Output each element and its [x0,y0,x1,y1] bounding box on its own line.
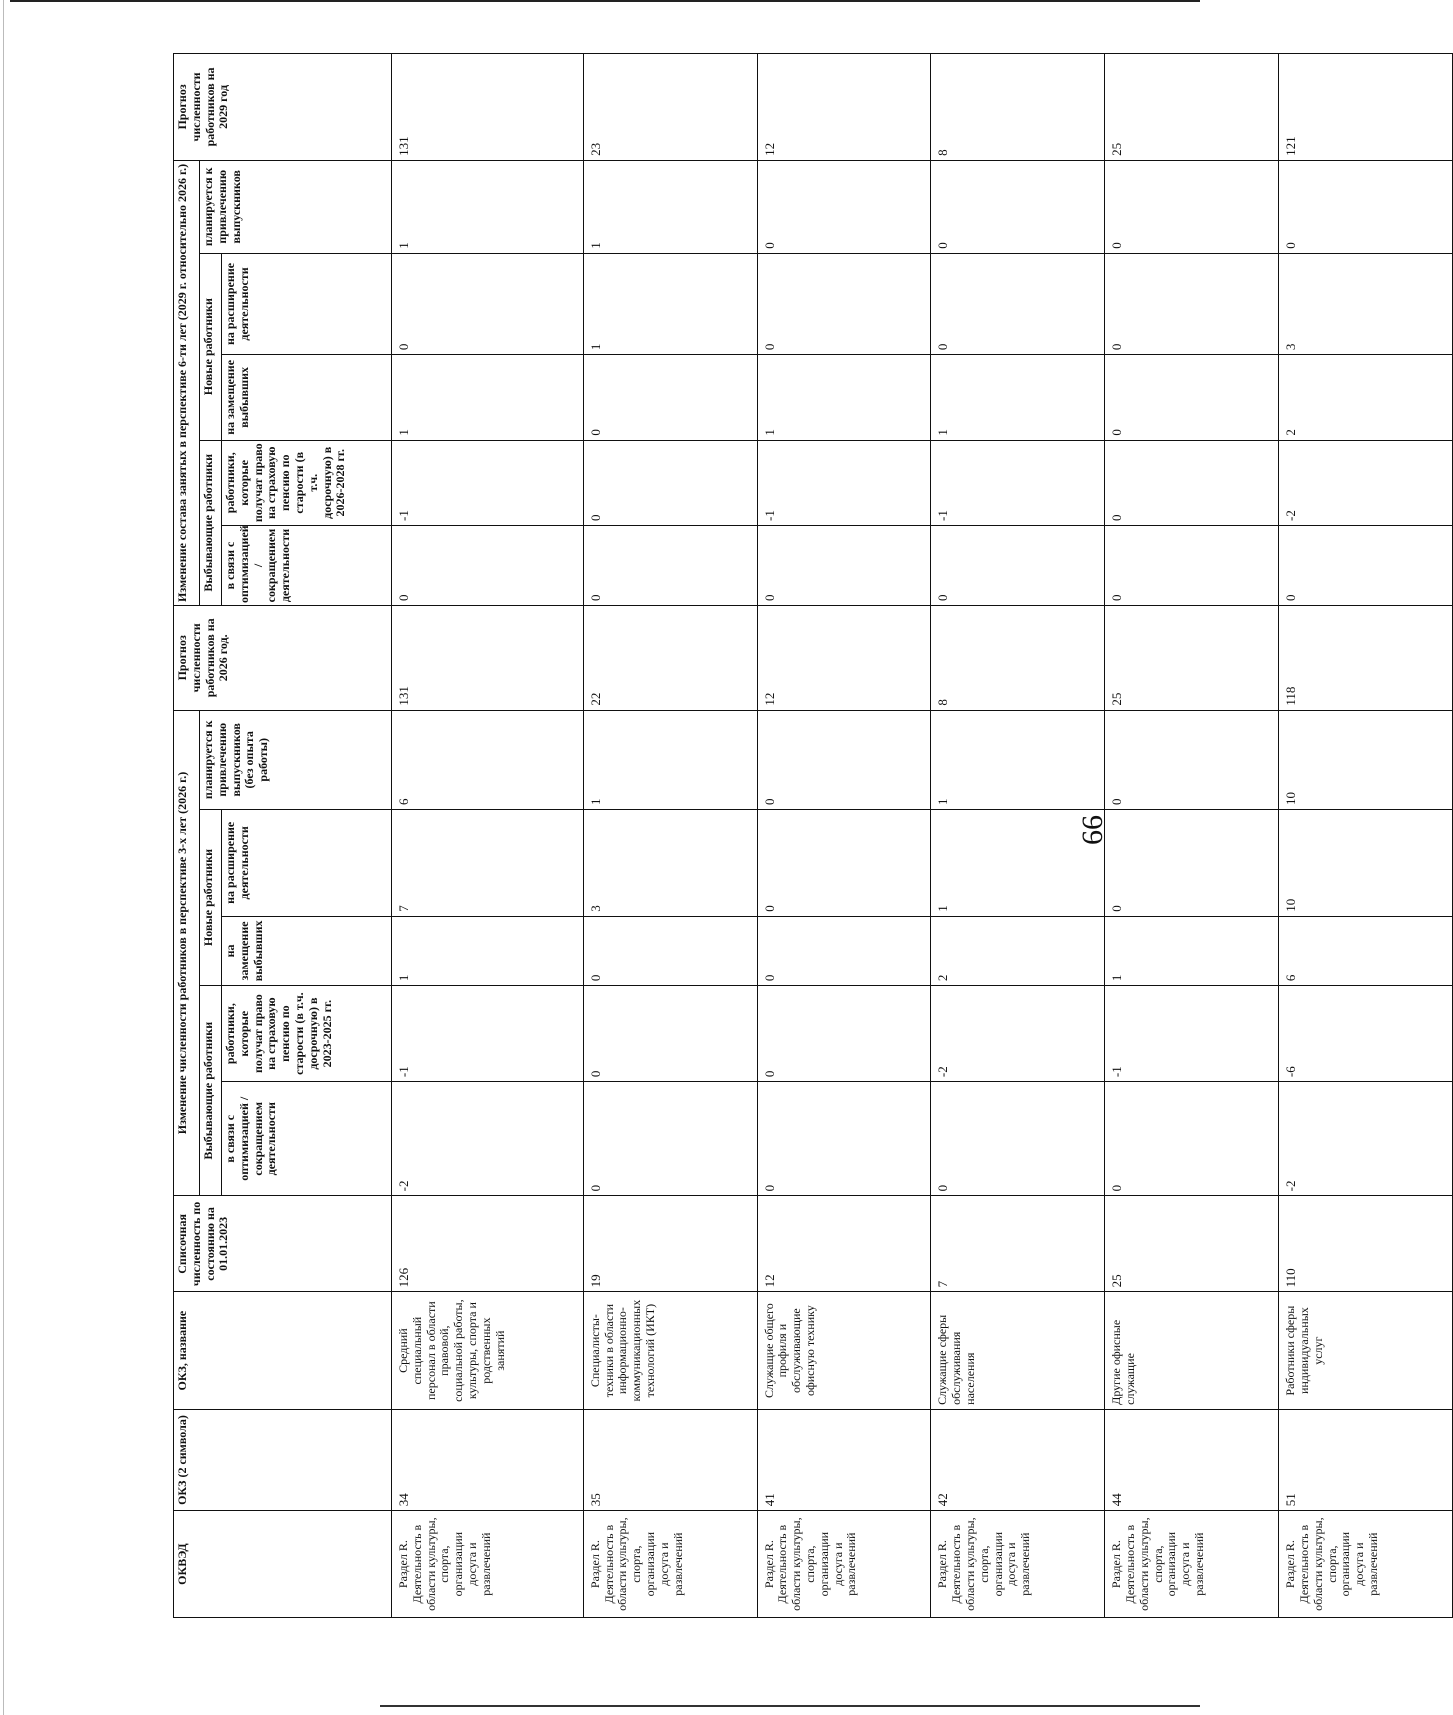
new-replace-6y-cell: 1 [757,355,931,440]
forecast-2029-cell: 121 [1279,54,1453,161]
forecast-2029-cell: 12 [757,54,931,161]
leaving-optimization-3y-cell: 0 [583,1082,757,1196]
table-row [757,54,931,1618]
okved-cell: Раздел R. Деятельность в области культуры, спорта, организации досуга и развлечений [392,1511,584,1618]
okz-code-cell: 35 [583,1409,757,1510]
header-okved: ОКВЭД [174,1511,392,1618]
okz-code-cell: 41 [757,1409,931,1510]
okz-code-cell: 34 [392,1409,584,1510]
leaving-optimization-6y-cell: 0 [757,525,931,605]
rotated-table-container [173,53,1453,1618]
leaving-pension-6y-cell: -1 [757,440,931,525]
okz-name-cell: Специалисты-техники в области информационно-коммуникационных технологий (ИКТ) [583,1292,757,1409]
new-replace-6y-cell: 2 [1279,355,1453,440]
headcount-2023-cell: 126 [392,1196,584,1292]
forecast-2029-cell: 23 [583,54,757,161]
leaving-optimization-6y-cell: 0 [1279,525,1453,605]
leaving-optimization-3y-cell: 0 [931,1082,1105,1196]
header-leaving-optimization-3y: в связи с оптимизацией / сокращением деятельности [222,1082,392,1196]
forecast-2026-cell: 8 [931,606,1105,711]
table-row [1279,54,1453,1618]
okved-cell: Раздел R. Деятельность в области культуры, спорта, организации досуга и развлечений [1105,1511,1279,1618]
header-leaving-optimization-6y: в связи с оптимизацией / сокращением деятельности [222,525,392,605]
new-expand-6y-cell: 0 [931,253,1105,354]
leaving-pension-3y-cell: 0 [757,986,931,1082]
header-okz-code: ОКЗ (2 символа) [174,1409,392,1510]
forecast-2026-cell: 12 [757,606,931,711]
leaving-pension-6y-cell: 0 [583,440,757,525]
headcount-2023-cell: 12 [757,1196,931,1292]
leaving-pension-6y-cell: 0 [1105,440,1279,525]
new-replace-3y-cell: 0 [583,916,757,985]
page-number: 66 [1076,815,1109,845]
forecast-2029-cell: 25 [1105,54,1279,161]
forecast-2026-cell: 25 [1105,606,1279,711]
forecast-2026-cell: 118 [1279,606,1453,711]
okz-code-cell: 51 [1279,1409,1453,1510]
leaving-pension-3y-cell: -2 [931,986,1105,1082]
new-replace-3y-cell: 2 [931,916,1105,985]
table-body [392,54,1453,1618]
header-forecast-2029: Прогноз численности работников на 2029 год [174,54,392,161]
table-row [392,54,584,1618]
header-graduates-3y: планируется к привлечению выпускников (без опыта работы) [200,710,392,809]
new-expand-3y-cell: 3 [583,809,757,916]
header-leaving-3y: Выбывающие работники [200,986,222,1196]
graduates-6y-cell: 1 [583,160,757,253]
okved-cell: Раздел R. Деятельность в области культуры, спорта, организации досуга и развлечений [931,1511,1105,1618]
leaving-optimization-3y-cell: 0 [1105,1082,1279,1196]
graduates-3y-cell: 0 [757,710,931,809]
okved-cell: Раздел R. Деятельность в области культуры, спорта, организации досуга и развлечений [1279,1511,1453,1618]
graduates-6y-cell: 0 [1279,160,1453,253]
okz-name-cell: Работники сферы индивидуальных услуг [1279,1292,1453,1409]
leaving-optimization-6y-cell: 0 [392,525,584,605]
new-replace-6y-cell: 1 [392,355,584,440]
okved-cell: Раздел R. Деятельность в области культуры, спорта, организации досуга и развлечений [757,1511,931,1618]
graduates-3y-cell: 6 [392,710,584,809]
graduates-3y-cell: 1 [931,710,1105,809]
leaving-optimization-6y-cell: 0 [1105,525,1279,605]
okz-code-cell: 42 [931,1409,1105,1510]
leaving-optimization-3y-cell: -2 [1279,1082,1453,1196]
new-replace-3y-cell: 0 [757,916,931,985]
forecast-2026-cell: 131 [392,606,584,711]
new-replace-6y-cell: 0 [583,355,757,440]
workforce-table [173,53,1453,1618]
header-new-expand-6y: на расширение деятельности [222,253,392,354]
new-replace-6y-cell: 1 [931,355,1105,440]
header-new-replace-3y: на замещение выбывших [222,916,392,985]
graduates-6y-cell: 1 [392,160,584,253]
header-leaving-6y: Выбывающие работники [200,440,222,605]
new-expand-6y-cell: 0 [757,253,931,354]
new-expand-3y-cell: 0 [1105,809,1279,916]
graduates-6y-cell: 0 [757,160,931,253]
graduates-6y-cell: 0 [1105,160,1279,253]
header-forecast-2026: Прогноз численности работников на 2026 год. [174,606,392,711]
header-new-3y: Новые работники [200,809,222,985]
okz-code-cell: 44 [1105,1409,1279,1510]
new-expand-3y-cell: 0 [757,809,931,916]
new-expand-6y-cell: 0 [392,253,584,354]
graduates-6y-cell: 0 [931,160,1105,253]
graduates-3y-cell: 0 [1105,710,1279,809]
header-group-3-years: Изменение численности работников в перспективе 3-х лет (2026 г.) [174,710,200,1196]
leaving-pension-6y-cell: -1 [392,440,584,525]
header-new-6y: Новые работники [200,253,222,440]
okz-name-cell: Другие офисные служащие [1105,1292,1279,1409]
header-new-expand-3y: на расширение деятельности [222,809,392,916]
okz-name-cell: Средний специальный персонал в области правовой, социальной работы, культуры, спорта и родственных занятий [392,1292,584,1409]
table-row [583,54,757,1618]
scan-border-top [10,0,1200,2]
scan-border-bottom [380,1705,1200,1707]
okz-name-cell: Служащие сферы обслуживания населения [931,1292,1105,1409]
header-headcount-2023: Списочная численность по состоянию на 01.01.2023 [174,1196,392,1292]
header-leaving-pension-6y: работники, которые получат право на страховую пенсию по старости (в т.ч. досрочную) в 2026-2028 гг. [222,440,392,525]
new-replace-3y-cell: 1 [1105,916,1279,985]
new-replace-6y-cell: 0 [1105,355,1279,440]
okved-cell: Раздел R. Деятельность в области культуры, спорта, организации досуга и развлечений [583,1511,757,1618]
table-row [931,54,1105,1618]
new-replace-3y-cell: 1 [392,916,584,985]
header-group-6-years: Изменение состава занятых в перспективе 6-ти лет (2029 г. относительно 2026 г.) [174,160,200,605]
leaving-pension-3y-cell: -6 [1279,986,1453,1082]
new-replace-3y-cell: 6 [1279,916,1453,985]
new-expand-3y-cell: 7 [392,809,584,916]
header-leaving-pension-3y: работники, которые получат право на страховую пенсию по старости (в т.ч. досрочную) в 2023-2025 гг. [222,986,392,1082]
scan-border-left [3,0,4,1715]
leaving-pension-6y-cell: -1 [931,440,1105,525]
headcount-2023-cell: 19 [583,1196,757,1292]
leaving-optimization-6y-cell: 0 [583,525,757,605]
new-expand-6y-cell: 1 [583,253,757,354]
new-expand-3y-cell: 1 [931,809,1105,916]
new-expand-6y-cell: 0 [1105,253,1279,354]
leaving-optimization-3y-cell: 0 [757,1082,931,1196]
graduates-3y-cell: 10 [1279,710,1453,809]
leaving-optimization-3y-cell: -2 [392,1082,584,1196]
header-new-replace-6y: на замещение выбывших [222,355,392,440]
headcount-2023-cell: 110 [1279,1196,1453,1292]
forecast-2029-cell: 131 [392,54,584,161]
leaving-optimization-6y-cell: 0 [931,525,1105,605]
okz-name-cell: Служащие общего профиля и обслуживающие офисную технику [757,1292,931,1409]
graduates-3y-cell: 1 [583,710,757,809]
leaving-pension-3y-cell: -1 [392,986,584,1082]
header-okz-name: ОКЗ, название [174,1292,392,1409]
forecast-2026-cell: 22 [583,606,757,711]
table-row [1105,54,1279,1618]
forecast-2029-cell: 8 [931,54,1105,161]
new-expand-6y-cell: 3 [1279,253,1453,354]
headcount-2023-cell: 7 [931,1196,1105,1292]
headcount-2023-cell: 25 [1105,1196,1279,1292]
header-graduates-6y: планируется к привлечению выпускников [200,160,392,253]
leaving-pension-3y-cell: -1 [1105,986,1279,1082]
leaving-pension-6y-cell: -2 [1279,440,1453,525]
leaving-pension-3y-cell: 0 [583,986,757,1082]
new-expand-3y-cell: 10 [1279,809,1453,916]
